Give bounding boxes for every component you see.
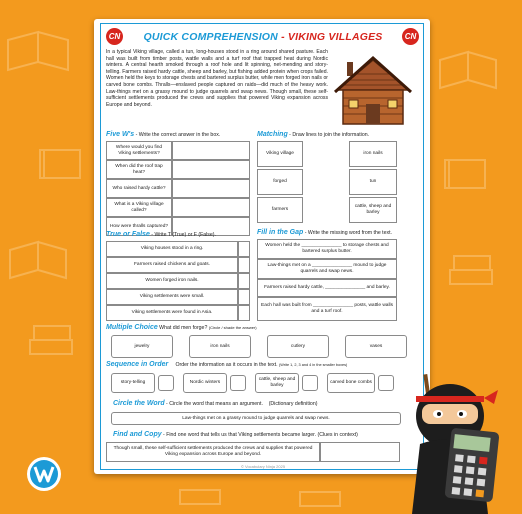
- circle-word-heading: Circle the Word - Circle the word that means an argument. (Dictionary definition): [113, 400, 318, 407]
- vocabulary-ninja-logo-icon: [26, 456, 62, 492]
- cn-logo-right: CN: [402, 28, 419, 45]
- matching-right-1[interactable]: iron nails: [349, 141, 397, 167]
- five-ws-question-4: What is a Viking village called?: [106, 198, 172, 217]
- fill-gap-item-2[interactable]: Law-things met on a _______________ mound to judge quarrels and swap news.: [257, 259, 397, 279]
- five-ws-answer-4[interactable]: [172, 198, 250, 217]
- sequence-item-2: Nordic winters: [183, 373, 227, 393]
- matching-right-2[interactable]: tun: [349, 169, 397, 195]
- true-false-item-2: Farmers raised chickens and goats.: [106, 257, 238, 273]
- sequence-heading: Sequence in Order Order the information as it occurs in the text. (Write 1, 2, 3 and 4 in the smaller boxes): [106, 361, 348, 368]
- matching-heading: Matching - Draw lines to join the information.: [257, 131, 370, 138]
- circle-word-sentence[interactable]: Law-things met on a grassy mound to judge quarrels and swap news.: [111, 412, 401, 425]
- title-part1: QUICK COMPREHENSION: [143, 31, 278, 43]
- five-ws-question-3: Who raised hardy cattle?: [106, 179, 172, 198]
- find-copy-heading: Find and Copy - Find one word that tells us that Viking settlements became larger. (Clues in context): [113, 431, 358, 438]
- title-dash: -: [277, 31, 288, 43]
- fill-gap-item-3[interactable]: Farmers raised hardy cattle, _______________ and barley.: [257, 279, 397, 297]
- choice-option-4[interactable]: vases: [345, 335, 407, 358]
- page-title: [101, 31, 424, 43]
- sequence-number-box-2[interactable]: [230, 375, 246, 391]
- true-false-answer-4[interactable]: [238, 289, 250, 305]
- true-false-answer-5[interactable]: [238, 305, 250, 321]
- five-ws-question-1: Where would you find Viking settlements?: [106, 141, 172, 160]
- true-false-item-4: Viking settlements were small.: [106, 289, 238, 305]
- true-false-item-1: Viking houses stood in a ring.: [106, 241, 238, 257]
- fill-gap-item-4[interactable]: Each hall was built from _______________ posts, wattle walls and a turf roof.: [257, 297, 397, 321]
- find-copy-answer[interactable]: [320, 442, 400, 462]
- choice-option-1[interactable]: jewelry: [111, 335, 173, 358]
- matching-left-1[interactable]: Viking village: [257, 141, 303, 167]
- matching-right-3[interactable]: cattle, sheep and barley: [349, 197, 397, 223]
- intro-text: In a typical Viking village, called a tun, long-houses stood in a ring around shared pasture. Each hall was built from timber posts, wattle walls and a turf roof that trapped heat during Nordic winters. A central hearth smoked through a roof hole and lit spinning, net-mending and story-telling. Farmers raised hardy cattle, sheep and barley, but fishing added protein when crops failed. Women held the keys to storage chests and bartered surplus butter, while men forged iron nails or carved bone combs. Thralls—enslaved people captured on raids—did much of the heavy work. Law-things met on a grassy mound to judge quarrels and swap news. Though small, these self-sufficient settlements produced the crews and supplies that powered Viking expansion across Europe and beyond.: [106, 49, 328, 108]
- sequence-item-1: story-telling: [111, 373, 155, 393]
- five-ws-question-2: When did the roof trap heat?: [106, 160, 172, 179]
- five-ws-answer-2[interactable]: [172, 160, 250, 179]
- fill-gap-item-1[interactable]: Women held the _______________ to storage chests and bartered surplus butter.: [257, 239, 397, 259]
- sequence-item-3: cattle, sheep and barley: [255, 373, 299, 393]
- fill-gap-heading: Fill in the Gap - Write the missing word from the text.: [257, 229, 392, 236]
- sequence-number-box-3[interactable]: [302, 375, 318, 391]
- sequence-item-4: carved bone combs: [327, 373, 375, 393]
- five-ws-heading: Five W's - Write the correct answer in the box.: [106, 131, 221, 138]
- cn-logo-left: CN: [106, 28, 123, 45]
- multiple-choice-heading: Multiple Choice What did men forge? (Circle / shade the answer): [106, 324, 257, 331]
- true-false-answer-1[interactable]: [238, 241, 250, 257]
- matching-left-2[interactable]: forged: [257, 169, 303, 195]
- true-false-answer-2[interactable]: [238, 257, 250, 273]
- title-part2: VIKING VILLAGES: [287, 31, 383, 43]
- true-false-item-3: Women forged iron nails.: [106, 273, 238, 289]
- true-false-heading: True or False - Write T (True) or F (False).: [106, 231, 216, 238]
- find-copy-sentence: Though small, these self-sufficient settlements produced the crews and supplies that powered Viking expansion across Europe and beyond.: [106, 442, 320, 462]
- choice-option-2[interactable]: iron nails: [189, 335, 251, 358]
- footer-copyright: © Vocabulary Ninja 2025: [240, 464, 286, 469]
- ninja-mascot-icon: [390, 372, 522, 514]
- true-false-item-5: Viking settlements were found in Asia.: [106, 305, 238, 321]
- five-ws-question-5: How were thralls captured?: [106, 217, 172, 236]
- five-ws-answer-3[interactable]: [172, 179, 250, 198]
- calculator-icon: [444, 428, 499, 503]
- true-false-answer-3[interactable]: [238, 273, 250, 289]
- sequence-number-box-1[interactable]: [158, 375, 174, 391]
- choice-option-3[interactable]: cutlery: [267, 335, 329, 358]
- matching-left-3[interactable]: farmers: [257, 197, 303, 223]
- viking-longhouse-illustration: [333, 56, 413, 128]
- five-ws-answer-1[interactable]: [172, 141, 250, 160]
- worksheet: [100, 23, 424, 470]
